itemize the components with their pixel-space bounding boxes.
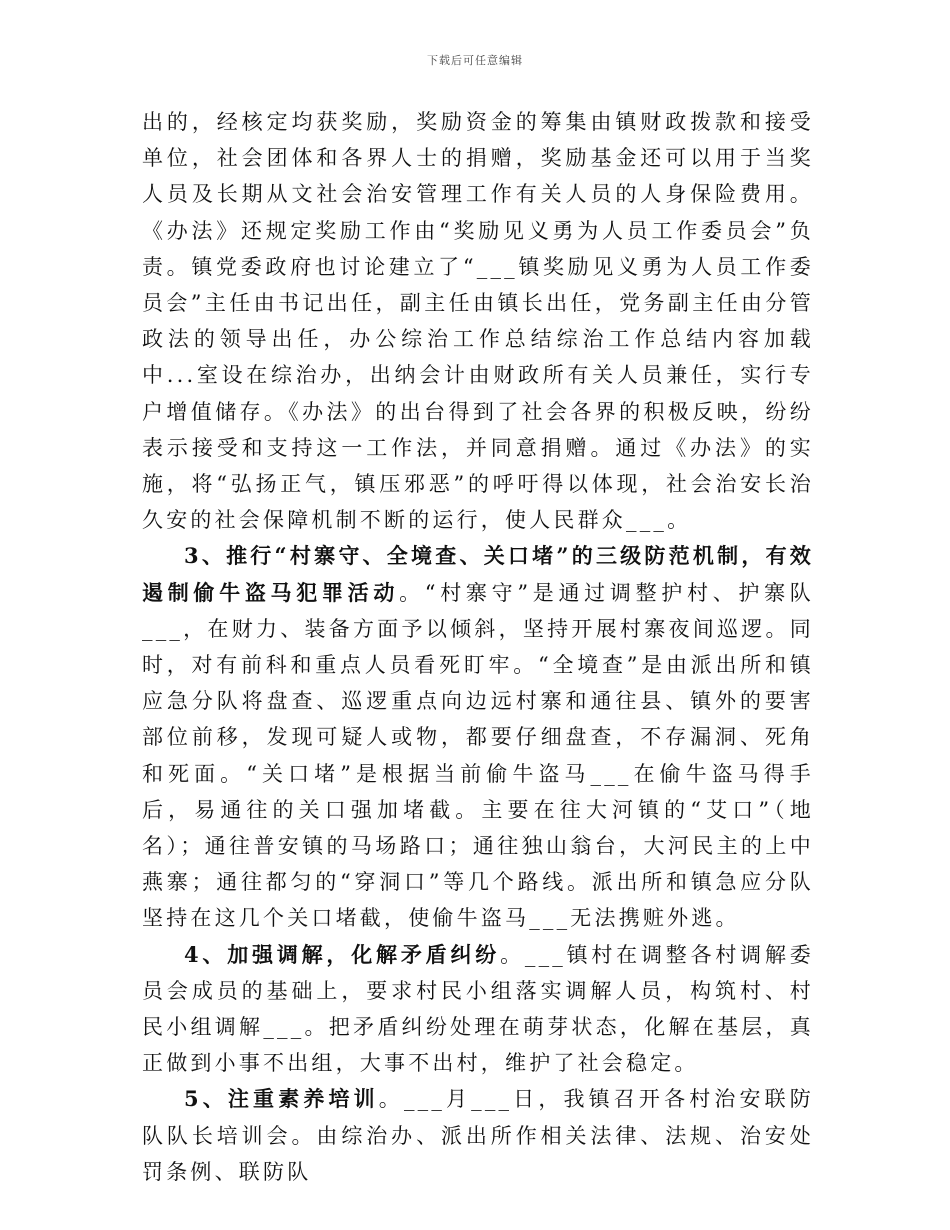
paragraph-heading: 3、推行“村寨守、全境查、关口堵”的三级防范机制，有效遏制偷牛盗马犯罪活动 [142,543,814,605]
paragraph-text: 。“村寨守”是通过调整护村、护寨队___，在财力、装备方面予以倾斜，坚持开展村寨夜间巡逻。同时，对有前科和重点人员看死盯牢。“全境查”是由派出所和镇应急分队将盘查、巡逻重点向边远村寨和通往县、镇外的要害部位前移，发现可疑人或物，都要仔细盘查，不存漏洞、死角和死面。“关口堵”是根据当前偷牛盗马___在偷牛盗马得手后，易通往的关口强加堵截。主要在往大河镇的“艾口”（地名）；通往普安镇的马场路口；通往独山翁台，大河民主的上中燕寨；通往都匀的“穿洞口”等几个路线。派出所和镇急应分队坚持在这几个关口堵截，使偷牛盗马___无法携赃外逃。 [142,580,815,931]
header-note: 下载后可任意编辑 [427,54,523,67]
paragraph-section-3 [142,538,814,936]
paragraph-text: 。___镇村在调整各村调解委员会成员的基础上，要求村民小组落实调解人员，构筑村、村民小组调解___。把矛盾纠纷处理在萌芽状态，化解在基层，真正做到小事不出组，大事不出村，维护了社会稳定。 [142,942,814,1076]
paragraph-heading: 4、加强调解，化解矛盾纠纷 [184,941,501,967]
paragraph-text: 出的，经核定均获奖励，奖励资金的筹集由镇财政拨款和接受单位，社会团体和各界人士的捐赠，奖励基金还可以用于当奖人员及长期从文社会治安管理工作有关人员的人身保险费用。《办法》还规定奖励工作由“奖励见义勇为人员工作委员会”负责。镇党委政府也讨论建立了“___镇奖励见义勇为人员工作委员会”主任由书记出任，副主任由镇长出任，党务副主任由分管政法的领导出任，办公综治工作总结综治工作总结内容加载中...室设在综治办，出纳会计由财政所有关人员兼任，实行专户增值储存。《办法》的出台得到了社会各界的积极反映，纷纷表示接受和支持这一工作法，并同意捐赠。通过《办法》的实施，将“弘扬正气，镇压邪恶”的呼吁得以体现，社会治安长治久安的社会保障机制不断的运行，使人民群众___。 [142,110,814,533]
paragraph-section-5 [142,1081,814,1190]
document-body [142,104,814,1190]
paragraph-text: 。___月___日，我镇召开各村治安联防队队长培训会。由综治办、派出所作相关法律、法规、治安处罚条例、联防队 [142,1087,815,1184]
paragraph-heading: 5、注重素养培训 [184,1086,379,1112]
paragraph-continuation [142,104,814,538]
paragraph-section-4 [142,937,814,1082]
